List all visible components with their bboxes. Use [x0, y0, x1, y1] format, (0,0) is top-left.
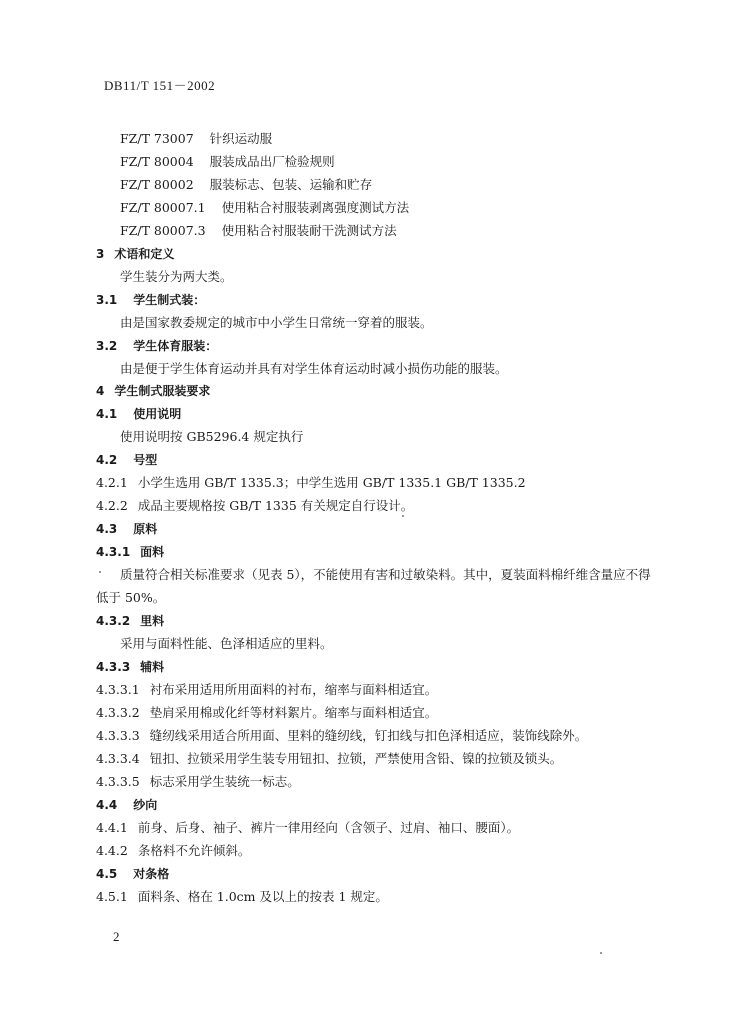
reference-code: FZ/T 80007.3 [120, 223, 206, 238]
clause-text: 衬布采用适用所用面料的衬布，缩率与面料相适宜。 [149, 682, 438, 697]
paragraph: 由是便于学生体育运动并具有对学生体育运动时减小损伤功能的服装。 [120, 361, 508, 376]
reference-code: FZ/T 73007 [120, 131, 194, 146]
paragraph: 由是国家教委规定的城市中小学生日常统一穿着的服装。 [120, 315, 433, 330]
clause-text: 钮扣、拉锁采用学生装专用钮扣、拉锁，严禁使用含铅、镍的拉锁及锁头。 [149, 751, 563, 766]
paragraph: 采用与面料性能、色泽相适应的里料。 [120, 636, 333, 651]
clause [96, 728, 587, 744]
clause-number: 4.4.2 [96, 843, 128, 858]
clause [96, 498, 413, 514]
reference-title: 服装标志、包装、运输和贮存 [209, 177, 373, 192]
paragraph: 质量符合相关标准要求（见表 5），不能使用有害和过敏染料。其中，夏装面料棉纤维含量应不得 [120, 567, 651, 582]
section-heading [96, 613, 164, 629]
clause-number: 4.2.1 [96, 475, 128, 490]
section-number: 3.2 [96, 339, 118, 353]
section-heading [96, 797, 157, 813]
reference-item [120, 223, 397, 239]
clause-text: 条格料不允许倾斜。 [137, 843, 251, 858]
paragraph-continuation: 低于 50%。 [96, 590, 166, 605]
paragraph: 学生装分为两大类。 [120, 269, 233, 284]
section-number: 4.4 [96, 798, 118, 812]
section-title: 对条格 [133, 867, 170, 881]
section-number: 4.2 [96, 453, 118, 467]
scan-speck [99, 571, 101, 573]
section-title: 术语和定义 [114, 247, 175, 261]
clause-number: 4.3.3.4 [96, 751, 140, 766]
section-heading [96, 406, 181, 422]
reference-title: 使用粘合衬服装耐干洗测试方法 [221, 223, 397, 238]
section-title: 学生制式装： [133, 293, 206, 307]
page-number: 2 [113, 929, 120, 944]
document-code-header: DB11/T 151－2002 [104, 78, 216, 93]
clause [96, 889, 388, 905]
section-title: 号型 [133, 453, 158, 467]
reference-item [120, 200, 409, 216]
clause [96, 774, 300, 790]
clause-text: 面料条、格在 1.0cm 及以上的按表 1 规定。 [137, 889, 388, 904]
section-title: 原料 [133, 522, 158, 536]
section-heading [96, 338, 217, 354]
clause [96, 682, 437, 698]
clause-number: 4.3.3.1 [96, 682, 140, 697]
clause-number: 4.5.1 [96, 889, 128, 904]
section-title: 纱向 [133, 798, 158, 812]
reference-title: 使用粘合衬服装剥离强度测试方法 [221, 200, 410, 215]
reference-code: FZ/T 80002 [120, 177, 194, 192]
clause [96, 820, 519, 836]
clause [96, 475, 526, 491]
section-heading [96, 544, 164, 560]
clause-number: 4.2.2 [96, 498, 128, 513]
section-heading [96, 452, 157, 468]
reference-title: 针织运动服 [209, 131, 273, 146]
section-number: 4.3 [96, 522, 118, 536]
section-title: 辅料 [140, 660, 165, 674]
clause [96, 751, 562, 767]
clause [96, 705, 437, 721]
clause [96, 843, 250, 859]
clause-text: 标志采用学生装统一标志。 [149, 774, 300, 789]
section-heading [96, 383, 210, 399]
scan-speck [402, 515, 404, 517]
clause-text: 缝纫线采用适合所用面、里料的缝纫线，钉扣线与扣色泽相适应，装饰线除外。 [149, 728, 588, 743]
clause-text: 小学生选用 GB/T 1335.3；中学生选用 GB/T 1335.1 GB/T 1335.2 [137, 475, 526, 490]
clause-text: 垫肩采用棉或化纤等材料絮片。缩率与面料相适宜。 [149, 705, 438, 720]
clause-number: 4.3.3.2 [96, 705, 140, 720]
section-number: 4.5 [96, 867, 118, 881]
reference-code: FZ/T 80004 [120, 154, 194, 169]
section-title: 使用说明 [133, 407, 182, 421]
section-title: 面料 [140, 545, 165, 559]
section-number: 4.3.3 [96, 660, 131, 674]
reference-item [120, 131, 272, 147]
clause-text: 前身、后身、袖子、裤片一律用经向（含领子、过肩、袖口、腰面）。 [137, 820, 520, 835]
section-number: 4.3.1 [96, 545, 131, 559]
section-title: 里料 [140, 614, 165, 628]
section-number: 3.1 [96, 293, 118, 307]
section-number: 4 [96, 384, 105, 398]
section-title: 学生体育服装： [133, 339, 218, 353]
paragraph: 使用说明按 GB5296.4 规定执行 [120, 429, 304, 444]
section-number: 4.3.2 [96, 614, 131, 628]
section-title: 学生制式服装要求 [114, 384, 211, 398]
section-number: 3 [96, 247, 105, 261]
section-heading [96, 521, 157, 537]
section-heading [96, 866, 169, 882]
clause-number: 4.3.3.3 [96, 728, 140, 743]
section-heading [96, 292, 205, 308]
section-number: 4.1 [96, 407, 118, 421]
section-heading [96, 246, 174, 262]
reference-code: FZ/T 80007.1 [120, 200, 206, 215]
clause-text: 成品主要规格按 GB/T 1335 有关规定自行设计。 [137, 498, 414, 513]
clause-number: 4.4.1 [96, 820, 128, 835]
scan-speck [600, 952, 602, 954]
clause-number: 4.3.3.5 [96, 774, 140, 789]
section-heading [96, 659, 164, 675]
reference-item [120, 154, 335, 170]
reference-title: 服装成品出厂检验规则 [209, 154, 335, 169]
reference-item [120, 177, 372, 193]
